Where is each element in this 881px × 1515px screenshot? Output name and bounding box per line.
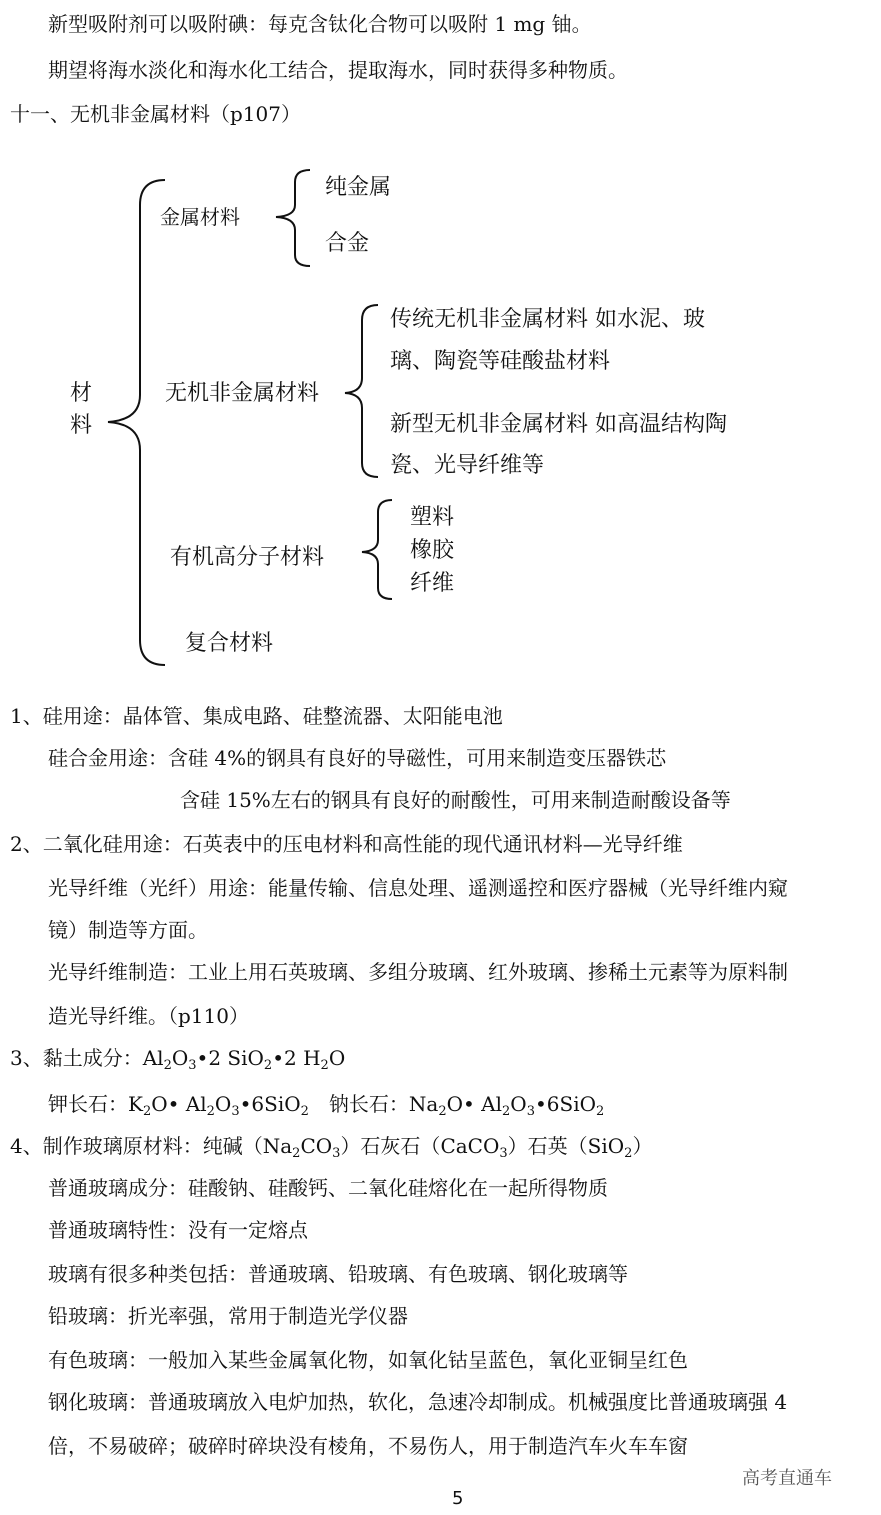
- organic-item-fiber: 纤维: [410, 571, 455, 596]
- ordinary-glass-property: 普通玻璃特性：没有一定熔点: [48, 1218, 308, 1242]
- tempered-glass-2: 倍，不易破碎；破碎时碎块没有棱角，不易伤人，用于制造汽车火车车窗: [48, 1434, 688, 1458]
- fiber-making-2: 造光导纤维。（p110）: [48, 1004, 249, 1028]
- inorganic-new-1: 新型无机非金属材料 如高温结构陶: [390, 412, 727, 437]
- metal-item-alloy: 合金: [325, 231, 370, 256]
- inorganic-label: 无机非金属材料: [165, 381, 320, 406]
- organic-brace: [362, 500, 392, 599]
- clay-composition: 3、黏土成分：$Al_2O_3•2$ SiO$_2$•2 $H_2O$: [10, 1046, 346, 1073]
- fiber-uses-2: 镜）制造等方面。: [48, 918, 208, 942]
- silicon-uses: 1、硅用途：晶体管、集成电路、硅整流器、太阳能电池: [10, 704, 503, 728]
- intro-line-1: 新型吸附剂可以吸附碘：每克含钛化合物可以吸附 1 mg 铀。: [48, 12, 592, 36]
- metal-brace: [276, 170, 310, 266]
- fiber-making-1: 光导纤维制造：工业上用石英玻璃、多组分玻璃、红外玻璃、掺稀土元素等为原料制: [48, 960, 788, 984]
- composite-label: 复合材料: [185, 631, 274, 656]
- tree-root-char-2: 料: [70, 413, 93, 438]
- silicon-alloy-uses: 硅合金用途：含硅 4%的钢具有良好的导磁性，可用来制造变压器铁芯: [48, 746, 667, 770]
- fiber-uses-1: 光导纤维（光纤）用途：能量传输、信息处理、遥测遥控和医疗器械（光导纤维内窥: [48, 876, 788, 900]
- tempered-glass-1: 钢化玻璃：普通玻璃放入电炉加热，软化，急速冷却制成。机械强度比普通玻璃强 4: [48, 1390, 788, 1414]
- glass-types: 玻璃有很多种类包括：普通玻璃、铅玻璃、有色玻璃、钢化玻璃等: [48, 1262, 628, 1286]
- na2co3-formula: $Na_2CO_3$: [262, 1134, 341, 1161]
- clay-formula: $Al_2O_3•2$ SiO$_2$•2 $H_2O$: [142, 1046, 346, 1073]
- potash-feldspar-formula: $K_2O•$ $Al_2O_3•6SiO_2$: [128, 1092, 309, 1119]
- inorganic-traditional-2: 璃、陶瓷等硅酸盐材料: [390, 349, 611, 374]
- tree-root-char-1: 材: [70, 381, 93, 406]
- inorganic-traditional-1: 传统无机非金属材料 如水泥、玻: [390, 307, 705, 332]
- colored-glass: 有色玻璃：一般加入某些金属氧化物，如氧化钴呈蓝色，氧化亚铜呈红色: [48, 1348, 688, 1372]
- lead-glass: 铅玻璃：折光率强，常用于制造光学仪器: [48, 1304, 408, 1328]
- organic-item-plastic: 塑料: [410, 505, 455, 530]
- intro-line-2: 期望将海水淡化和海水化工结合，提取海水，同时获得多种物质。: [48, 58, 628, 82]
- glass-raw-materials: 4、制作玻璃原材料：纯碱$(Na_2CO_3)$石灰石（CaCO$_3$）石英（SiO$_2$）: [10, 1134, 653, 1161]
- feldspar-line: 钾长石：$K_2O•$ $Al_2O_3•6SiO_2$ 钠长石：$Na_2O•$ $Al_2O_3•6SiO_2$: [48, 1092, 605, 1119]
- metal-label: 金属材料: [160, 205, 240, 229]
- silicon-alloy-acid: 含硅 15%左右的钢具有良好的耐酸性，可用来制造耐酸设备等: [180, 788, 731, 812]
- inorganic-brace: [345, 305, 378, 477]
- organic-label: 有机高分子材料: [170, 545, 325, 570]
- ordinary-glass-composition: 普通玻璃成分：硅酸钠、硅酸钙、二氧化硅熔化在一起所得物质: [48, 1176, 608, 1200]
- metal-item-pure: 纯金属: [325, 175, 392, 200]
- soda-feldspar-formula: $Na_2O•$ $Al_2O_3•6SiO_2$: [408, 1092, 605, 1119]
- organic-item-rubber: 橡胶: [410, 538, 455, 563]
- caco3-formula: CaCO$_3$: [440, 1134, 508, 1161]
- section-heading: 十一、无机非金属材料（p107）: [10, 102, 301, 126]
- page-number: 5: [452, 1488, 464, 1509]
- sio2-formula: SiO$_2$: [587, 1134, 633, 1161]
- inorganic-new-2: 瓷、光导纤维等: [390, 453, 545, 478]
- silica-uses: 2、二氧化硅用途：石英表中的压电材料和高性能的现代通讯材料—光导纤维: [10, 832, 683, 856]
- watermark: 高考直通车: [742, 1468, 832, 1489]
- main-brace: [108, 180, 165, 665]
